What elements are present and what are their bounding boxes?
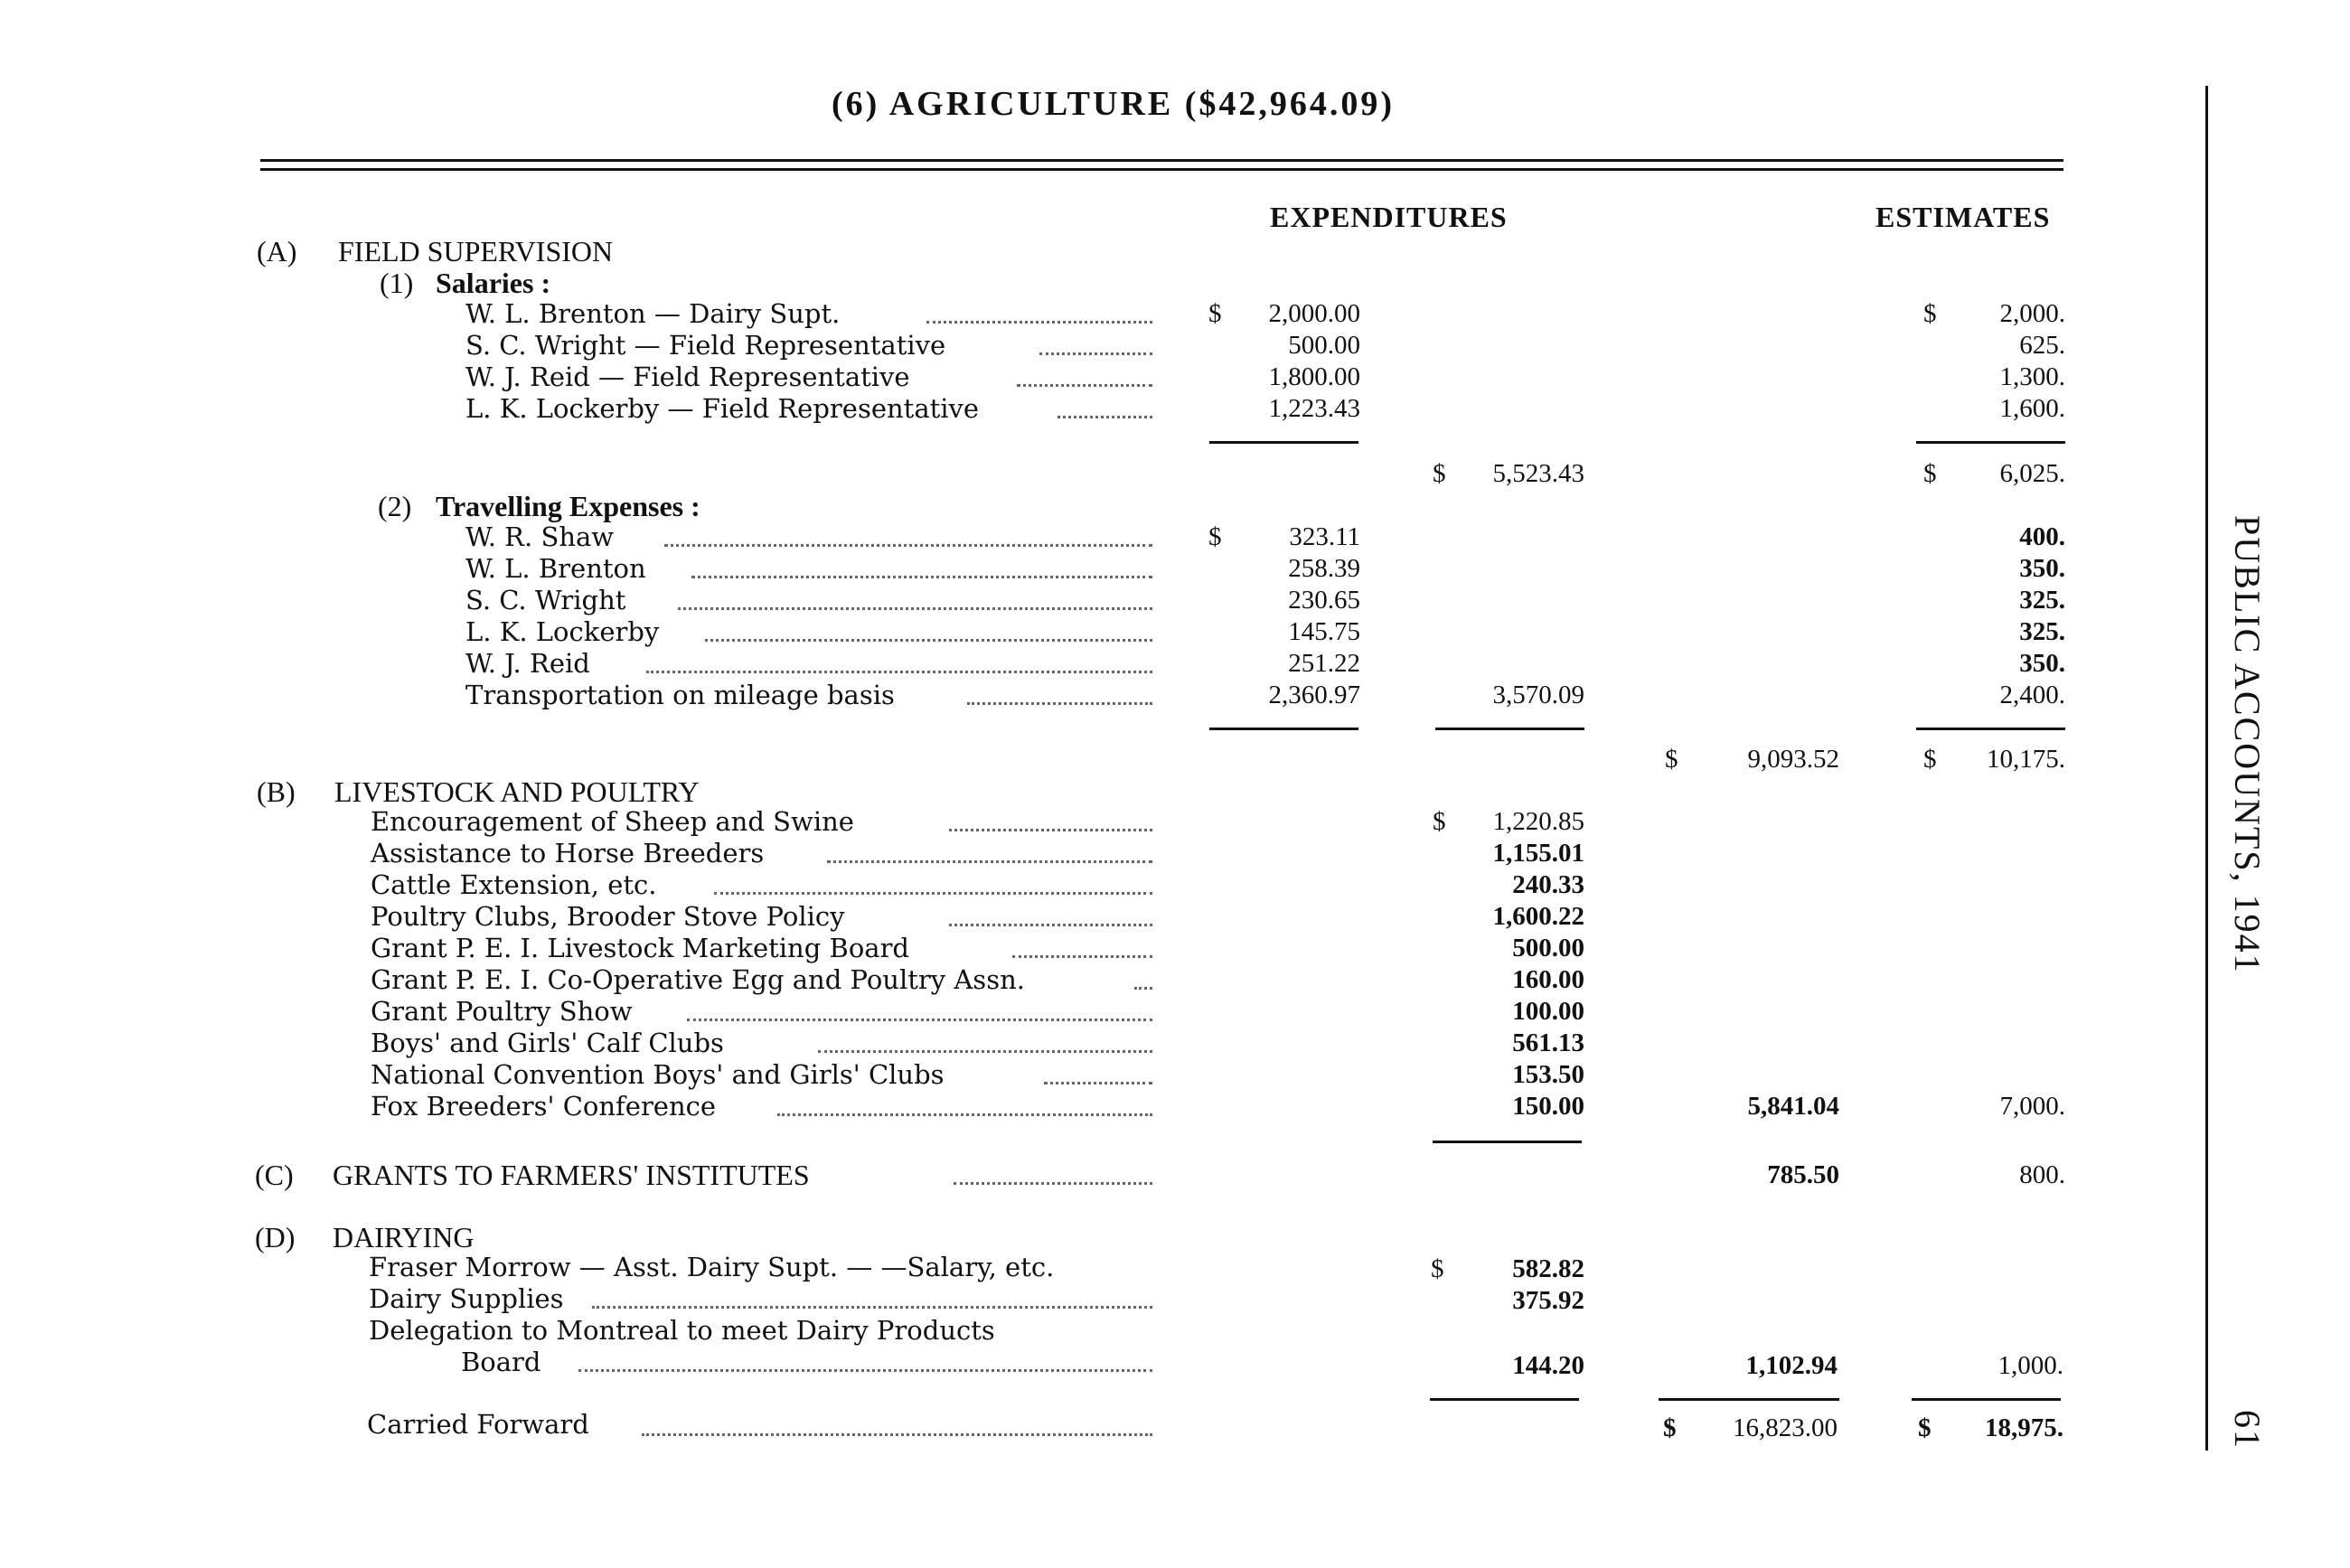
salaries-estimate-subtotal: 6,025.: [1999, 459, 2065, 488]
section-c-estimate-total: 800.: [2019, 1160, 2065, 1189]
row-name: Grant P. E. I. Livestock Marketing Board: [371, 933, 910, 963]
section-c-title: GRANTS TO FARMERS' INSTITUTES: [333, 1159, 810, 1191]
leader-dots: [967, 702, 1152, 705]
row-amount: 582.82: [1512, 1254, 1584, 1283]
currency-symbol: $: [1433, 459, 1446, 488]
title-rule-bottom: [260, 168, 2063, 171]
currency-symbol: $: [1918, 1413, 1932, 1442]
row-amount: 500.00: [1288, 331, 1360, 360]
row-name: W. L. Brenton: [465, 553, 646, 584]
row-amount: 500.00: [1512, 934, 1584, 962]
row-amount: 150.00: [1512, 1092, 1584, 1121]
leader-dots: [777, 1113, 1152, 1116]
currency-symbol: $: [1431, 1254, 1444, 1283]
leader-dots: [678, 607, 1152, 610]
row-name: Fox Breeders' Conference: [371, 1091, 717, 1122]
currency-symbol: $: [1208, 299, 1222, 328]
row-name: National Convention Boys' and Girls' Clubs: [371, 1059, 945, 1090]
leader-dots: [949, 829, 1152, 831]
currency-symbol: $: [1663, 1413, 1677, 1442]
section-d-rule: [1430, 1398, 1579, 1401]
salaries-estimate-rule: [1916, 441, 2065, 444]
page-title: (6) AGRICULTURE ($42,964.09): [832, 85, 1396, 123]
row-name: Grant Poultry Show: [371, 996, 633, 1027]
row-amount: 1,223.43: [1268, 394, 1360, 423]
total-rule: [1659, 1398, 1839, 1401]
row-name: W. L. Brenton — Dairy Supt.: [465, 298, 841, 329]
section-d-title: DAIRYING: [333, 1221, 475, 1253]
carried-forward-total: 16,823.00: [1733, 1413, 1838, 1442]
row-amount: 240.33: [1512, 870, 1584, 899]
row-estimate: 2,400.: [1999, 681, 2065, 709]
leader-dots: [827, 860, 1152, 863]
row-amount: 2,000.00: [1268, 299, 1360, 328]
row-estimate: 350.: [2019, 554, 2065, 583]
carried-forward-label: Carried Forward: [367, 1409, 589, 1440]
row-name: Boys' and Girls' Calf Clubs: [371, 1028, 724, 1058]
section-b-estimate-total: 7,000.: [1999, 1092, 2065, 1121]
salaries-subtotal: 5,523.43: [1492, 459, 1584, 488]
section-a-label: (A): [257, 235, 297, 268]
row-name: W. R. Shaw: [465, 521, 615, 552]
row-name: Assistance to Horse Breeders: [371, 838, 765, 869]
section-d-total: 1,102.94: [1745, 1351, 1838, 1380]
row-name: S. C. Wright — Field Representative: [465, 330, 946, 361]
row-estimate: 1,600.: [1999, 394, 2065, 423]
row-amount: 561.13: [1512, 1028, 1584, 1057]
row-amount: 258.39: [1288, 554, 1360, 583]
currency-symbol: $: [1665, 745, 1678, 774]
row-amount: 1,155.01: [1492, 839, 1584, 868]
section-c-total: 785.50: [1767, 1160, 1839, 1189]
row-estimate: 2,000.: [1999, 299, 2065, 328]
row-name: Poultry Clubs, Brooder Stove Policy: [371, 901, 845, 932]
row-amount: 323.11: [1289, 522, 1360, 551]
currency-symbol: $: [1923, 745, 1937, 774]
travelling-subtotal: 3,570.09: [1492, 681, 1584, 709]
row-name: Delegation to Montreal to meet Dairy Products: [369, 1315, 995, 1346]
row-amount: 375.92: [1512, 1286, 1584, 1315]
row-estimate: 400.: [2019, 522, 2065, 551]
row-estimate: 350.: [2019, 649, 2065, 678]
row-name: Encouragement of Sheep and Swine: [371, 806, 854, 837]
section-b-label: (B): [257, 775, 296, 808]
row-name: W. J. Reid — Field Representative: [465, 361, 910, 392]
leader-dots: [578, 1369, 1152, 1372]
currency-symbol: $: [1923, 299, 1937, 328]
leader-dots: [687, 1019, 1152, 1021]
carried-forward-estimate-total: 18,975.: [1985, 1413, 2063, 1442]
row-name: L. K. Lockerby: [465, 616, 660, 647]
salaries-title: Salaries :: [436, 267, 551, 299]
row-name: Cattle Extension, etc.: [371, 869, 657, 900]
row-amount: 251.22: [1288, 649, 1360, 678]
row-amount: 100.00: [1512, 997, 1584, 1026]
section-d-label: (D): [255, 1221, 296, 1253]
row-name: S. C. Wright: [465, 585, 626, 615]
leader-dots: [592, 1306, 1152, 1309]
estimates-header: ESTIMATES: [1875, 201, 2051, 233]
row-name: Transportation on mileage basis: [465, 680, 895, 710]
row-name: W. J. Reid: [465, 648, 590, 679]
section-a-estimate-total: 10,175.: [1987, 745, 2065, 774]
row-name: Grant P. E. I. Co-Operative Egg and Poultry Assn.: [371, 964, 1025, 995]
row-estimate: 325.: [2019, 617, 2065, 646]
leader-dots: [714, 892, 1152, 895]
row-estimate: 325.: [2019, 586, 2065, 615]
leader-dots: [949, 924, 1152, 926]
leader-dots: [664, 544, 1152, 547]
row-amount: 1,600.22: [1492, 902, 1584, 931]
row-name: Dairy Supplies: [369, 1283, 564, 1314]
row-amount: 2,360.97: [1268, 681, 1360, 709]
section-a-title: FIELD SUPERVISION: [338, 235, 614, 268]
travelling-label: (2): [378, 490, 412, 522]
row-amount: 153.50: [1512, 1060, 1584, 1089]
estimate-total-rule: [1912, 1398, 2061, 1401]
salaries-label: (1): [380, 267, 414, 299]
row-amount: 160.00: [1512, 965, 1584, 994]
leader-dots: [1012, 955, 1152, 958]
row-amount: 230.65: [1288, 586, 1360, 615]
row-name: Fraser Morrow — Asst. Dairy Supt. — —Salary, etc.: [369, 1252, 1055, 1282]
section-c-label: (C): [255, 1159, 294, 1191]
leader-dots: [1017, 384, 1152, 387]
currency-symbol: $: [1923, 459, 1937, 488]
expenditures-header: EXPENDITURES: [1270, 201, 1508, 233]
leader-dots: [642, 1433, 1152, 1436]
section-a-total: 9,093.52: [1747, 745, 1839, 774]
leader-dots: [1058, 416, 1152, 418]
row-amount: 1,220.85: [1492, 807, 1584, 836]
currency-symbol: $: [1208, 522, 1222, 551]
page-number: 61: [2227, 1410, 2268, 1450]
leader-dots: [1134, 987, 1152, 990]
row-name: L. K. Lockerby — Field Representative: [465, 393, 980, 424]
title-rule-top: [260, 159, 2063, 162]
leader-dots: [1039, 352, 1152, 355]
section-b-total: 5,841.04: [1747, 1092, 1839, 1121]
section-b-rule: [1433, 1141, 1582, 1143]
travelling-title: Travelling Expenses :: [436, 490, 700, 522]
section-d-estimate-total: 1,000.: [1998, 1351, 2063, 1380]
row-estimate: 1,300.: [1999, 362, 2065, 391]
leader-dots: [1044, 1082, 1152, 1084]
row-estimate: 625.: [2019, 331, 2065, 360]
side-rule: [2205, 86, 2208, 1451]
leader-dots: [926, 321, 1152, 324]
leader-dots: [818, 1050, 1152, 1053]
row-amount: 1,800.00: [1268, 362, 1360, 391]
section-b-title: LIVESTOCK AND POULTRY: [334, 775, 700, 808]
salaries-rule: [1209, 441, 1358, 444]
row-name: Board: [461, 1347, 541, 1377]
leader-dots: [705, 639, 1152, 642]
leader-dots: [691, 576, 1152, 578]
running-head: PUBLIC ACCOUNTS, 1941: [2227, 515, 2268, 974]
travelling-estimate-rule: [1916, 728, 2065, 730]
leader-dots: [646, 671, 1152, 673]
row-amount: 145.75: [1288, 617, 1360, 646]
currency-symbol: $: [1433, 807, 1446, 836]
row-amount: 144.20: [1512, 1351, 1584, 1380]
travelling-subtotal-rule: [1435, 728, 1584, 730]
travelling-rule: [1209, 728, 1358, 730]
leader-dots: [954, 1182, 1152, 1185]
